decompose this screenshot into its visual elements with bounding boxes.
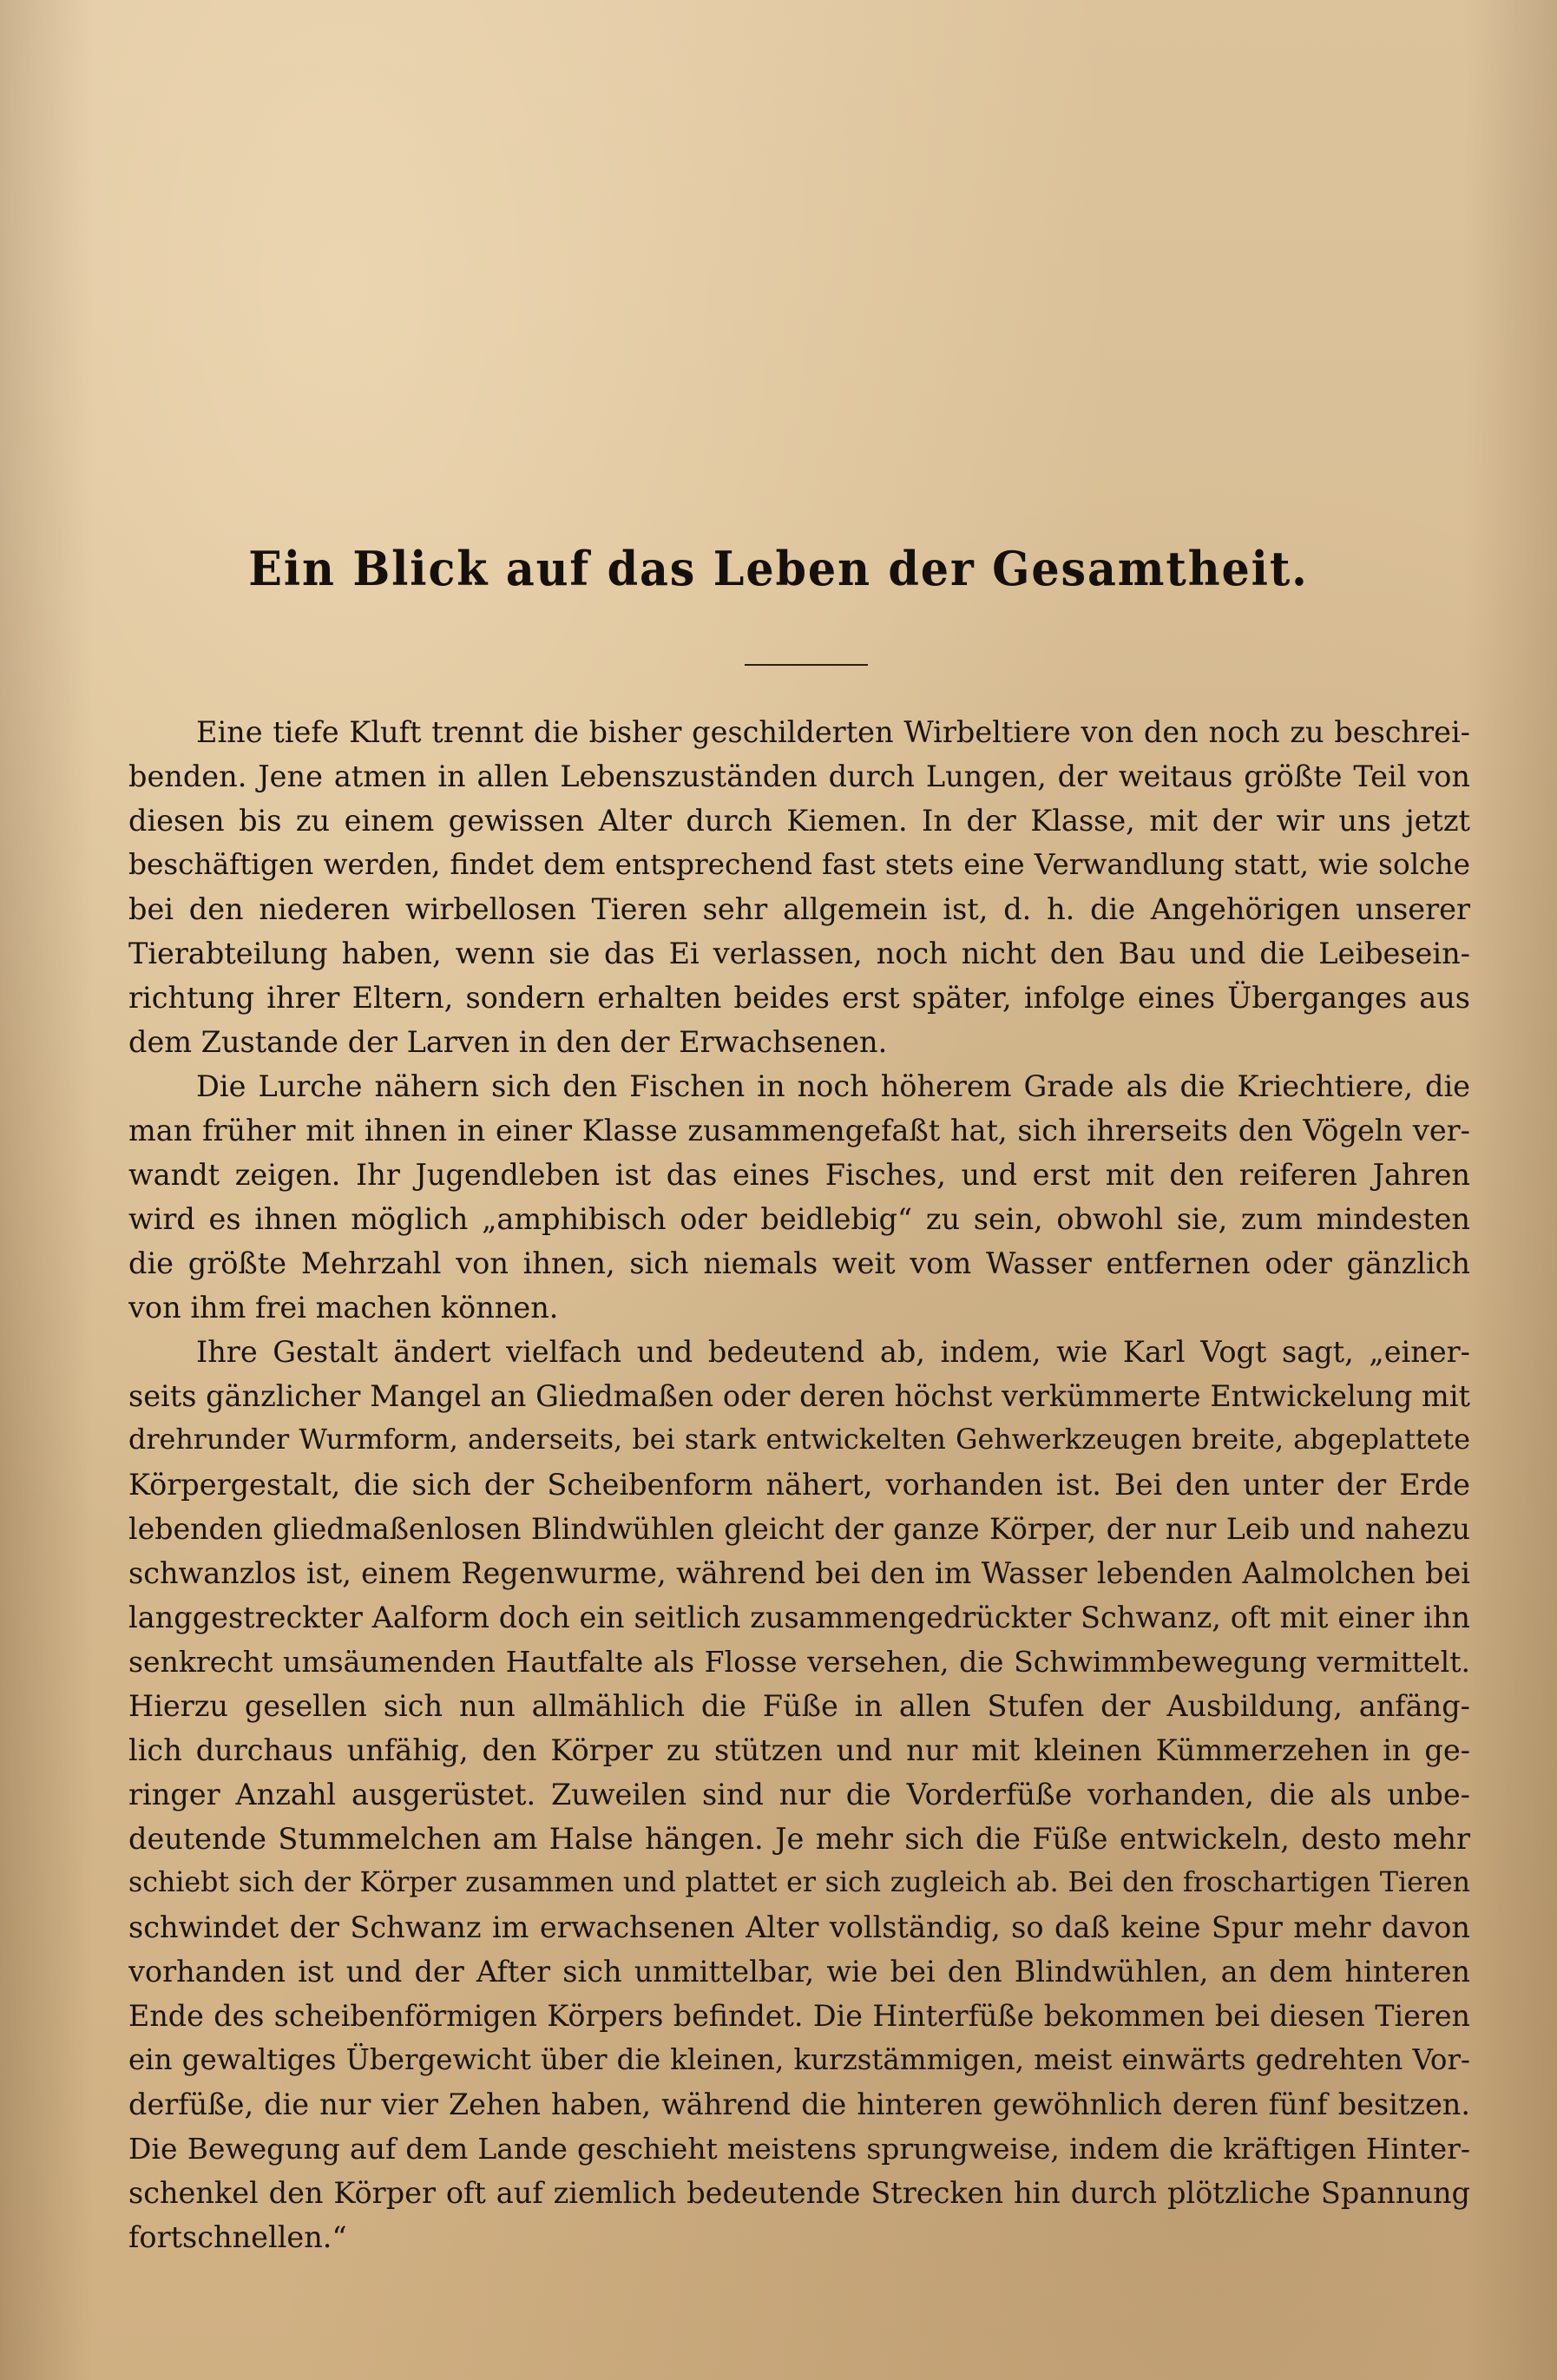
text-line: benden. Jene atmen in allen Lebenszuständen durch Lungen, der weitaus größte Teil von xyxy=(128,759,1470,793)
text-line: ein gewaltiges Übergewicht über die kleinen, kurzstämmigen, meist einwärts gedrehten Vor- xyxy=(128,2043,1470,2076)
text-line: fortschnellen.“ xyxy=(128,2220,347,2254)
text-line: schwindet der Schwanz im erwachsenen Alter vollständig, so daß keine Spur mehr davon xyxy=(128,1910,1470,1944)
text-line: Ende des scheibenförmigen Körpers befindet. Die Hinterfüße bekommen bei diesen Tieren xyxy=(128,1999,1470,2033)
text-line: schwanzlos ist, einem Regenwurme, während bei den im Wasser lebenden Aalmolchen bei xyxy=(128,1556,1470,1590)
text-line: die größte Mehrzahl von ihnen, sich niemals weit vom Wasser entfernen oder gänzlich xyxy=(128,1246,1470,1280)
text-line: ringer Anzahl ausgerüstet. Zuweilen sind nur die Vorderfüße vorhanden, die als unbe- xyxy=(128,1778,1470,1811)
text-line: Eine tiefe Kluft trennt die bisher geschilderten Wirbeltiere von den noch zu beschrei- xyxy=(196,715,1470,749)
paragraph-2 xyxy=(128,1064,1470,1330)
text-line: vorhanden ist und der After sich unmittelbar, wie bei den Blindwühlen, an dem hinteren xyxy=(128,1955,1470,1989)
text-line: drehrunder Wurmform, anderseits, bei stark entwickelten Gehwerkzeugen breite, abgeplattete xyxy=(128,1424,1470,1456)
text-line: man früher mit ihnen in einer Klasse zusammengefaßt hat, sich ihrerseits den Vögeln ver- xyxy=(128,1114,1470,1147)
text-line: Die Lurche nähern sich den Fischen in noch höherem Grade als die Kriechtiere, die xyxy=(196,1069,1470,1103)
text-line: derfüße, die nur vier Zehen haben, während die hinteren gewöhnlich deren fünf besitzen. xyxy=(128,2087,1470,2121)
text-line: schiebt sich der Körper zusammen und plattet er sich zugleich ab. Bei den froschartigen Tieren xyxy=(128,1867,1470,1898)
chapter-title: Ein Blick auf das Leben der Gesamtheit. xyxy=(248,541,1309,596)
text-line: schenkel den Körper oft auf ziemlich bedeutende Strecken hin durch plötzliche Spannung xyxy=(128,2176,1470,2210)
text-line: dem Zustande der Larven in den der Erwachsenen. xyxy=(128,1025,888,1059)
text-line: Tierabteilung haben, wenn sie das Ei verlassen, noch nicht den Bau und die Leibesein- xyxy=(128,937,1470,970)
text-line: senkrecht umsäumenden Hautfalte als Flosse versehen, die Schwimmbewegung vermittelt. xyxy=(128,1645,1470,1679)
text-line: lebenden gliedmaßenlosen Blindwühlen gleicht der ganze Körper, der nur Leib und nahezu xyxy=(128,1512,1470,1546)
text-line: von ihm frei machen können. xyxy=(128,1291,559,1325)
text-line: deutende Stummelchen am Halse hängen. Je mehr sich die Füße entwickeln, desto mehr xyxy=(128,1822,1470,1856)
paragraph-3 xyxy=(128,1330,1470,2259)
text-line: langgestreckter Aalform doch ein seitlich zusammengedrückter Schwanz, oft mit einer ihn xyxy=(128,1601,1470,1634)
text-line: Hierzu gesellen sich nun allmählich die Füße in allen Stufen der Ausbildung, anfäng- xyxy=(128,1689,1470,1723)
text-line: beschäftigen werden, findet dem entsprechend fast stets eine Verwandlung statt, wie solche xyxy=(128,848,1470,881)
text-line: diesen bis zu einem gewissen Alter durch Kiemen. In der Klasse, mit der wir uns jetzt xyxy=(128,804,1470,838)
text-line: Ihre Gestalt ändert vielfach und bedeutend ab, indem, wie Karl Vogt sagt, „einer- xyxy=(196,1335,1470,1369)
title-divider xyxy=(745,664,868,666)
text-line: Die Bewegung auf dem Lande geschieht meistens sprungweise, indem die kräftigen Hinter- xyxy=(128,2132,1470,2166)
text-line: wird es ihnen möglich „amphibisch oder beidlebig“ zu sein, obwohl sie, zum mindesten xyxy=(128,1202,1470,1236)
text-line: Körpergestalt, die sich der Scheibenform nähert, vorhanden ist. Bei den unter der Erde xyxy=(128,1468,1470,1502)
text-line: wandt zeigen. Ihr Jugendleben ist das eines Fisches, und erst mit den reiferen Jahren xyxy=(128,1158,1470,1192)
text-line: richtung ihrer Eltern, sondern erhalten beides erst später, infolge eines Überganges aus xyxy=(128,981,1470,1015)
page-body-text xyxy=(128,710,1470,2259)
text-line: seits gänzlicher Mangel an Gliedmaßen oder deren höchst verkümmerte Entwickelung mit xyxy=(128,1379,1470,1413)
text-line: bei den niederen wirbellosen Tieren sehr allgemein ist, d. h. die Angehörigen unserer xyxy=(128,892,1470,926)
text-line: lich durchaus unfähig, den Körper zu stützen und nur mit kleinen Kümmerzehen in ge- xyxy=(128,1733,1470,1767)
paragraph-1 xyxy=(128,710,1470,1064)
